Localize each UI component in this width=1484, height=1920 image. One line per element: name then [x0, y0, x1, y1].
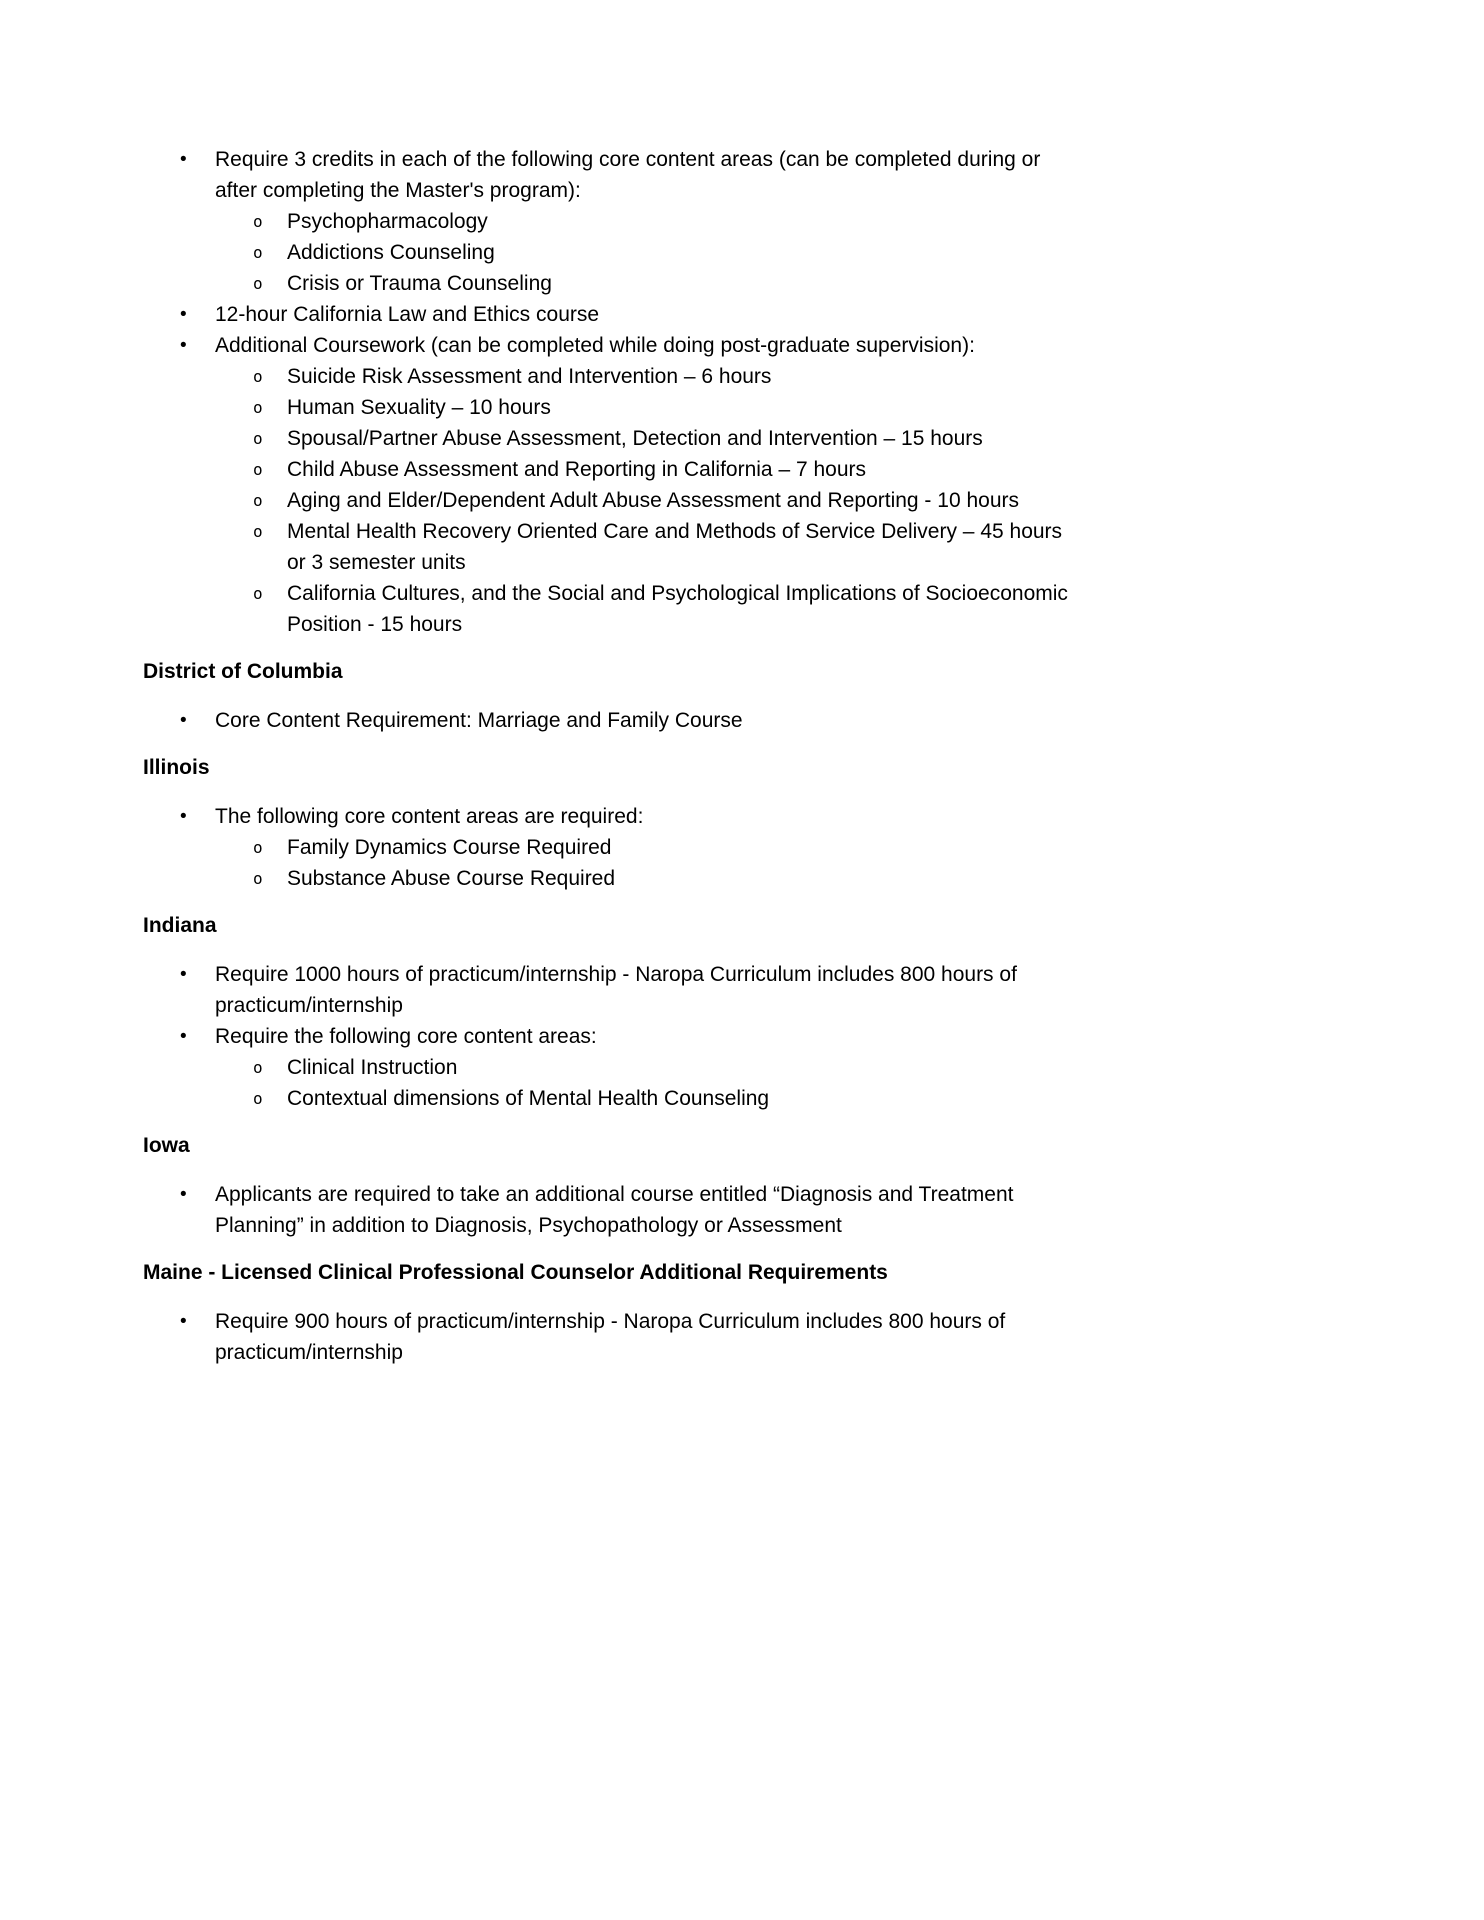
section-heading: District of Columbia	[143, 660, 343, 683]
bullet-icon: •	[180, 304, 187, 325]
list-item	[143, 330, 1078, 361]
circle-bullet-icon: o	[253, 460, 263, 479]
list-item-text: Psychopharmacology	[287, 210, 488, 233]
circle-bullet-icon: o	[253, 243, 263, 262]
list-item-text: The following core content areas are required:	[215, 805, 644, 828]
circle-bullet-icon: o	[253, 584, 263, 603]
sub-list-item	[143, 1083, 1078, 1114]
circle-bullet-icon: o	[253, 367, 263, 386]
list-item-text: Clinical Instruction	[287, 1056, 458, 1079]
list-item-text: Require the following core content areas:	[215, 1025, 597, 1048]
sub-list-item	[143, 454, 1078, 485]
list-item	[143, 144, 1078, 206]
bullet-icon: •	[180, 1026, 187, 1047]
bullet-icon: •	[180, 806, 187, 827]
sub-list-item	[143, 392, 1078, 423]
sub-list-item	[143, 361, 1078, 392]
list-item-text: California Cultures, and the Social and Psychological Implications of Socioeconomic Position - 15 hours	[287, 582, 1068, 636]
circle-bullet-icon: o	[253, 212, 263, 231]
sub-list-item	[143, 832, 1078, 863]
document-content	[143, 144, 1078, 1368]
bullet-icon: •	[180, 1311, 187, 1332]
sub-list-item	[143, 1052, 1078, 1083]
sub-list-item	[143, 516, 1078, 578]
sub-list-item	[143, 268, 1078, 299]
list-item	[143, 1306, 1078, 1368]
list-item-text: Applicants are required to take an additional course entitled “Diagnosis and Treatment Planning” in addition to Diagnosis, Psychopathology or Assessment	[215, 1183, 1014, 1237]
list-item-text: Substance Abuse Course Required	[287, 867, 616, 890]
list-item	[143, 1021, 1078, 1052]
list-item-text: Contextual dimensions of Mental Health Counseling	[287, 1087, 770, 1110]
list-item-text: Human Sexuality – 10 hours	[287, 396, 551, 419]
sub-list-item	[143, 578, 1078, 640]
list-item-text: Child Abuse Assessment and Reporting in California – 7 hours	[287, 458, 866, 481]
list-item-text: Aging and Elder/Dependent Adult Abuse Assessment and Reporting - 10 hours	[287, 489, 1019, 512]
list-item-text: 12-hour California Law and Ethics course	[215, 303, 600, 326]
list-item	[143, 705, 1078, 736]
circle-bullet-icon: o	[253, 491, 263, 510]
list-item-text: Crisis or Trauma Counseling	[287, 272, 552, 295]
bullet-icon: •	[180, 710, 187, 731]
circle-bullet-icon: o	[253, 1089, 263, 1108]
list-item-text: Family Dynamics Course Required	[287, 836, 612, 859]
section-heading: Maine - Licensed Clinical Professional Counselor Additional Requirements	[143, 1261, 888, 1284]
circle-bullet-icon: o	[253, 522, 263, 541]
bullet-icon: •	[180, 335, 187, 356]
circle-bullet-icon: o	[253, 869, 263, 888]
list-item-text: Require 3 credits in each of the following core content areas (can be completed during or after completing the Master's program):	[215, 148, 1041, 202]
section-heading: Iowa	[143, 1134, 190, 1157]
sub-list-item	[143, 237, 1078, 268]
sub-list-item	[143, 485, 1078, 516]
circle-bullet-icon: o	[253, 274, 263, 293]
section-heading: Illinois	[143, 756, 210, 779]
list-item-text: Require 900 hours of practicum/internship - Naropa Curriculum includes 800 hours of practicum/internship	[215, 1310, 1006, 1364]
list-item-text: Require 1000 hours of practicum/internship - Naropa Curriculum includes 800 hours of practicum/internship	[215, 963, 1017, 1017]
list-item-text: Spousal/Partner Abuse Assessment, Detection and Intervention – 15 hours	[287, 427, 983, 450]
sub-list-item	[143, 206, 1078, 237]
bullet-icon: •	[180, 964, 187, 985]
bullet-icon: •	[180, 1184, 187, 1205]
sub-list-item	[143, 423, 1078, 454]
list-item-text: Mental Health Recovery Oriented Care and Methods of Service Delivery – 45 hours or 3 semester units	[287, 520, 1063, 574]
sub-list-item	[143, 863, 1078, 894]
list-item	[143, 299, 1078, 330]
list-item	[143, 801, 1078, 832]
list-item-text: Suicide Risk Assessment and Intervention – 6 hours	[287, 365, 772, 388]
circle-bullet-icon: o	[253, 838, 263, 857]
circle-bullet-icon: o	[253, 429, 263, 448]
list-item	[143, 959, 1078, 1021]
section-heading: Indiana	[143, 914, 217, 937]
list-item-text: Core Content Requirement: Marriage and Family Course	[215, 709, 743, 732]
circle-bullet-icon: o	[253, 1058, 263, 1077]
list-item	[143, 1179, 1078, 1241]
list-item-text: Additional Coursework (can be completed while doing post-graduate supervision):	[215, 334, 975, 357]
bullet-icon: •	[180, 149, 187, 170]
circle-bullet-icon: o	[253, 398, 263, 417]
list-item-text: Addictions Counseling	[287, 241, 495, 264]
